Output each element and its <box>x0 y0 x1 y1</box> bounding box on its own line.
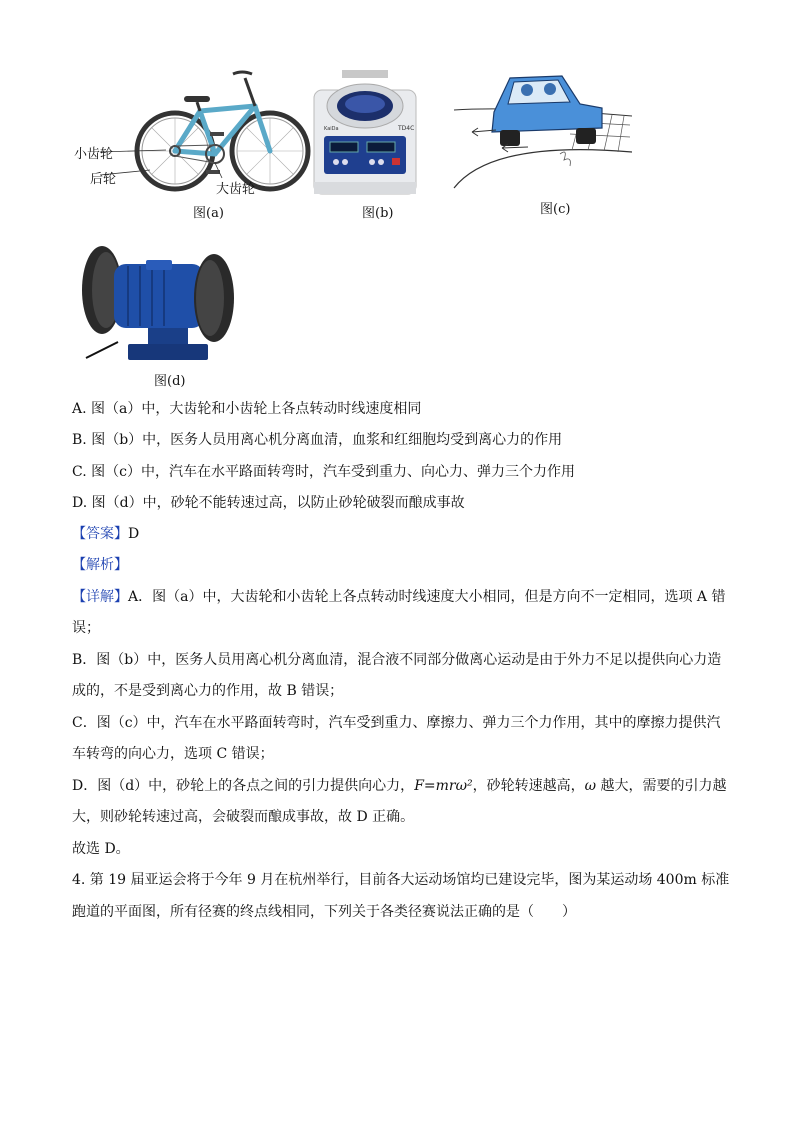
figure-c-caption: 图(c) <box>540 202 571 217</box>
detail-c-line-2: 车转弯的向心力，选项 C 错误； <box>72 746 274 762</box>
small-gear-label: 小齿轮 <box>74 147 114 162</box>
grinder-figure <box>78 232 238 368</box>
detail-a-line-1 <box>72 587 732 607</box>
omega-symbol: ω <box>584 778 597 794</box>
figure-b-caption: 图(b) <box>362 206 394 221</box>
question-4-line-2: 跑道的平面图，所有径赛的终点线相同，下列关于各类径赛说法正确的是（ ） <box>72 904 576 920</box>
detail-b-line-1: B．图（b）中，医务人员用离心机分离血清，混合液不同部分做离心运动是由于外力不足以提供向心力造 <box>72 652 722 668</box>
figure-a-caption: 图(a) <box>193 206 224 221</box>
detail-d-post: ，砂轮转速越高， <box>472 778 585 794</box>
svg-text:KaiDa: KaiDa <box>324 126 339 132</box>
formula: F=mrω² <box>414 778 473 794</box>
detail-d-tail: 越大，需要的引力越 <box>596 778 727 794</box>
analysis-tag: 【解析】 <box>72 557 128 573</box>
option-b: B. 图（b）中，医务人员用离心机分离血清，血浆和红细胞均受到离心力的作用 <box>72 432 563 448</box>
question-4-line-1: 4. 第 19 届亚运会将于今年 9 月在杭州举行，目前各大运动场馆均已建设完毕，图为某运动场 400m 标准 <box>72 872 730 888</box>
detail-d-pre: D．图（d）中，砂轮上的各点之间的引力提供向心力， <box>72 778 415 794</box>
analysis-line <box>72 555 732 575</box>
rear-wheel-label: 后轮 <box>90 172 117 187</box>
detail-d-line-2: 大，则砂轮转速过高，会破裂而酿成事故，故 D 正确。 <box>72 809 415 825</box>
option-a: A. 图（a）中，大齿轮和小齿轮上各点转动时线速度相同 <box>72 401 422 417</box>
detail-b-line-2: 成的，不是受到离心力的作用，故 B 错误； <box>72 683 344 699</box>
detail-d-line-1 <box>72 776 732 796</box>
answer-tag: 【答案】 <box>72 526 128 542</box>
detail-a-line-2: 误； <box>72 620 100 636</box>
car-figure <box>452 70 632 195</box>
conclusion: 故选 D。 <box>72 841 130 857</box>
option-d: D. 图（d）中，砂轮不能转速过高，以防止砂轮破裂而酿成事故 <box>72 495 465 511</box>
detail-a-text-1: A．图（a）中，大齿轮和小齿轮上各点转动时线速度大小相同，但是方向不一定相同，选项 A 错 <box>128 589 726 605</box>
big-gear-label: 大齿轮 <box>216 182 256 197</box>
panel-code: TD4C <box>398 125 415 132</box>
answer-value: D <box>128 526 140 542</box>
figure-d-caption: 图(d) <box>154 374 186 389</box>
answer-line <box>72 524 732 544</box>
option-c: C. 图（c）中，汽车在水平路面转弯时，汽车受到重力、向心力、弹力三个力作用 <box>72 464 575 480</box>
detail-tag: 【详解】 <box>72 589 128 605</box>
centrifuge-figure <box>312 70 418 198</box>
detail-c-line-1: C．图（c）中，汽车在水平路面转弯时，汽车受到重力、摩擦力、弹力三个力作用，其中的摩擦力提供汽 <box>72 715 721 731</box>
